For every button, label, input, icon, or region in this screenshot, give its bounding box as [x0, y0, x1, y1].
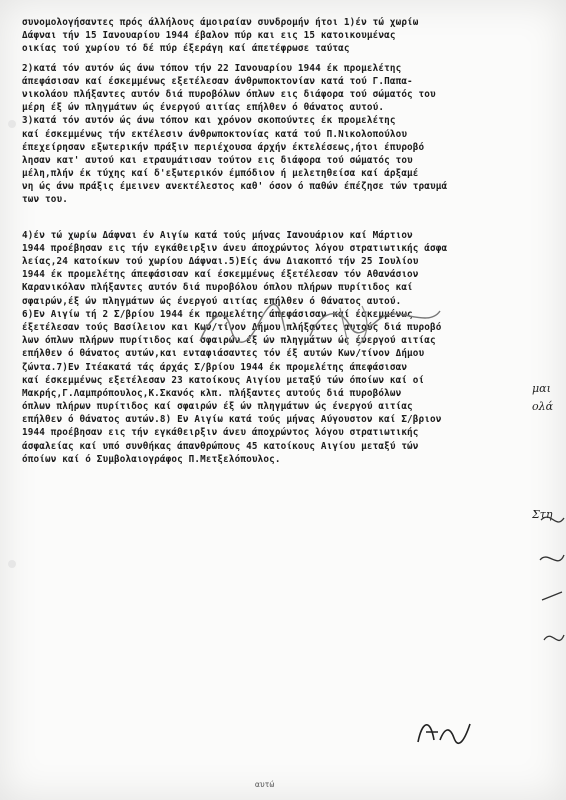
signature — [410, 712, 480, 752]
text-line: 1944 προέβησαν εις τήν εγκάθειρξιν άνευ άποχρώντος λόγου στρατιωτικής — [22, 427, 419, 439]
text-line: οικίας τού χωρίου τό δέ πύρ έξεράγη καί άπετέφρωσε ταύτας — [22, 43, 350, 55]
text-line: 3)κατά τόν αυτόν ώς άνω τόπον και χρόνον σκοπούντες έκ προμελέτης — [22, 115, 396, 127]
text-line: επήλθεν ό θάνατος αυτών,και ενταφιάσαντες τόν έξ αυτών Κων/τίνον Δήμου — [22, 348, 425, 360]
text-line: όποίων καί ό Συμβολαιογράφος Π.Μετξελόπουλος. — [22, 453, 281, 465]
text-line: 1944 έκ προμελέτης άπεφάσισαν καί έσκεμμένως έξετέλεσαν τόν Αθανάσιον — [22, 269, 419, 281]
document-body — [22, 16, 552, 466]
text-line: νικολάου πλήξαντες αυτόν διά πυροβόλων όπλων εις διάφορα τού σώματός του — [22, 88, 436, 100]
text-line: μέλη,πλήν έκ τύχης καί δ'εξωτερικόν έμπόδιον ή μελετηθείσα καί άρξαμέ — [22, 168, 419, 180]
text-line: των του. — [22, 194, 68, 206]
margin-note: μαι — [532, 382, 551, 395]
text-line: λων όπλων πλήρων πυρίτιδος καί σφαιρών έξ ών πληγμάτων ώς ένεργού αιτίας — [22, 335, 436, 347]
text-line: νη ώς άνω πράξις έμεινεν ανεκτέλεστος καθ' όσον ό παθών έπέζησε τών τραυμά — [22, 181, 448, 193]
text-line: άπεφάσισαν καί έσκεμμένως εξετέλεσαν άνθρωποκτονίαν κατά τού Γ.Παπα- — [22, 75, 413, 87]
text-line: άσφαλείας καί υπό συνθήκας άπανθρώπους 45 κατοίκους Αιγίου μεταξύ τών — [22, 440, 419, 452]
text-line: καί έσκεμμένως εξετέλεσαν 23 κατοίκους Αιγίου μεταξύ τών όποίων καί οί — [22, 374, 425, 386]
text-line: 1944 προέβησαν εις τήν εγκάθειρξιν άνευ άποχρώντος λόγου στρατιωτικής άσφα — [22, 242, 448, 254]
margin-scribbles — [536, 500, 566, 660]
text-line: Δάφναι τήν 15 Ιανουαρίου 1944 έβαλον πύρ και εις 15 κατοικουμένας — [22, 30, 396, 42]
text-line: 4)έν τώ χωρίω Δάφναι έν Αιγίω κατά τούς μήνας Ιανουάριον καί Μάρτιον — [22, 229, 413, 241]
margin-note: ολά — [532, 400, 554, 413]
punch-hole — [8, 560, 16, 568]
handwritten-signature-scribble — [190, 296, 450, 356]
text-line: λησαν κατ' αυτού και ετραυμάτισαν τούτον εις διάφορα τού σώματός του — [22, 154, 413, 166]
text-line: σφαιρών,έξ ών πληγμάτων ώς ένεργού αιτίας επήλθεν ό θάνατος αυτού. — [22, 295, 402, 307]
paragraph-gap — [22, 207, 552, 229]
text-line: Καρανικόλαν πλήξαντες αυτόν διά πυροβόλου όπλου πλήρων πυρίτιδος καί — [22, 282, 413, 294]
text-line: συνομολογήσαντες πρός άλλήλους άμοιραίαν συνδρομήν ήτοι 1)έν τώ χωρίω — [22, 17, 419, 28]
text-line: καί έσκεμμένως τήν εκτέλεσιν άνθρωποκτονίας κατά τού Π.Νικολοπούλου — [22, 128, 408, 140]
text-line: όπλων πλήρων πυρίτιδος καί σφαιρών έξ ών πληγμάτων ώς ένεργού αιτίας — [22, 401, 413, 413]
text-line: επήλθεν ό θάνατος αυτών.8) Εν Αιγίω κατά τούς μήνας Αύγουστον καί Σ/βριον — [22, 414, 442, 426]
text-line: λείας,24 κατοίκων τού χωρίου Δάφναι.5)Είς άνω Διακοπτό τήν 25 Ιουλίου — [22, 256, 419, 267]
margin-note: Στη — [532, 508, 553, 521]
margin-gap — [532, 416, 566, 506]
text-line: 2)κατά τόν αυτόν ώς άνω τόπον τήν 22 Ιανουαρίου 1944 έκ προμελέτης — [22, 62, 402, 74]
text-line: έξετέλεσαν τούς Βασίλειον και Κων/τίνον Δήμου πλήξαντες αυτούς διά πυροβό — [22, 321, 442, 333]
text-line: μέρη έξ ών πληγμάτων ώς ένεργού αιτίας επήλθεν ό θάνατος αυτού. — [22, 102, 385, 114]
page-footer-mark: αυτώ — [255, 780, 275, 789]
punch-hole — [8, 120, 16, 128]
text-line: 6)Εν Αιγίω τή 2 Σ/βρίου 1944 έκ προμελέτης άπεφάσισαν καί έσκεμμένως — [22, 308, 413, 320]
text-line: έπεχείρησαν εξωτερικήν πράξιν περιέχουσα άρχήν έκτελέσεως,ήτοι έπυροβό — [22, 141, 425, 153]
text-line: ζώντα.7)Εν Ιτέακατά τάς άρχάς Σ/βρίου 1944 έκ προμελέτης άπεφάσισαν — [22, 361, 408, 373]
text-line: Μακρής,Γ.Λαμπρόπουλος,Κ.Σκανός κλπ. πλήξαντες αυτούς διά πυροβόλων — [22, 387, 402, 399]
